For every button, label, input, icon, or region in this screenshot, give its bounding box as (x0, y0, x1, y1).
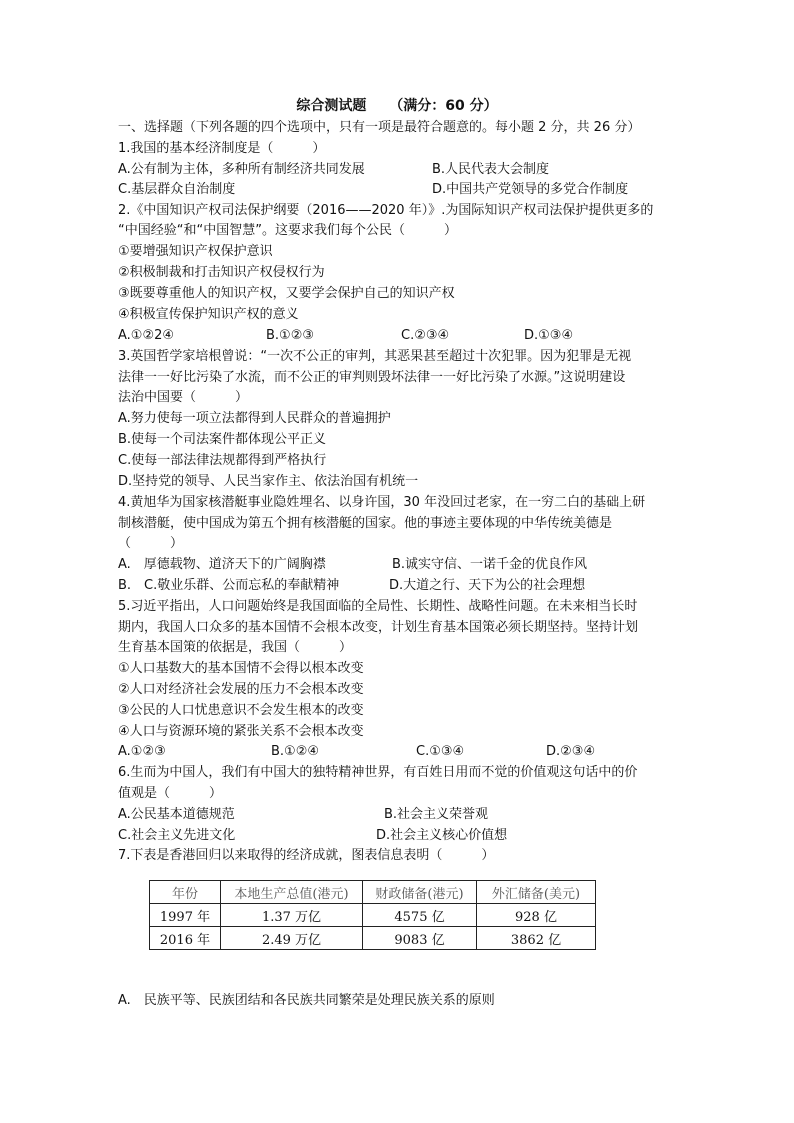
q3-option-b: B.使每一个司法案件都体现公平正义 (118, 432, 327, 447)
q3-option-a: A.努力使每一项立法都得到人民群众的普遍拥护 (118, 411, 391, 426)
table-cell: 928 亿 (477, 904, 596, 927)
q1-option-a: A.公有制为主体，多种所有制经济共同发展 (118, 162, 365, 177)
title-text: 综合测试题 (296, 98, 367, 114)
q1-option-c: C.基层群众自治制度 (118, 182, 236, 197)
q2-option-c: C.②③④ (401, 328, 450, 343)
score-text: （满分：60 分） (389, 98, 498, 114)
q5-option-b: B.①②④ (271, 744, 320, 759)
q1-option-b: B.人民代表大会制度 (432, 162, 550, 177)
table-cell: 3862 亿 (477, 927, 596, 950)
q5-statement-3: ③公民的人口忧患意识不会发生根本的改变 (118, 703, 364, 718)
q3-option-d: D.坚持党的领导、人民当家作主、依法治国有机统一 (118, 474, 419, 489)
table-cell: 2.49 万亿 (221, 927, 363, 950)
table-row (150, 927, 596, 950)
q2-stem-2: “中国经验“和“中国智慧”。这要求我们每个公民（ ） (118, 223, 457, 238)
table-header-row (150, 881, 596, 904)
q1-stem: 1.我国的基本经济制度是（ ） (118, 141, 326, 156)
q4-stem-2: 制核潜艇，使中国成为第五个拥有核潜艇的国家。他的事迹主要体现的中华传统美德是 (118, 516, 613, 531)
q5-stem-1: 5.习近平指出，人口问题始终是我国面临的全局性、长期性、战略性问题。在未来相当长时 (118, 599, 638, 614)
q3-stem-1: 3.英国哲学家培根曾说：“一次不公正的审判，其恶果甚至超过十次犯罪。因为犯罪是无视 (118, 349, 632, 364)
q2-statement-4: ④积极宣传保护知识产权的意义 (118, 307, 299, 322)
q6-stem-2: 值观是（ ） (118, 786, 223, 801)
table-header-cell: 本地生产总值(港元) (221, 881, 363, 904)
table-cell: 4575 亿 (363, 904, 477, 927)
table-header-cell: 年份 (150, 881, 221, 904)
q4-option-c: B. C.敬业乐群、公而忘私的奉献精神 (118, 578, 340, 593)
table-header-cell: 财政储备(港元) (363, 881, 477, 904)
q4-option-d: D.大道之行、天下为公的社会理想 (389, 578, 586, 593)
q2-option-a: A.①②2④ (118, 328, 175, 343)
q6-option-d: D.社会主义核心价值想 (376, 828, 508, 843)
q5-statement-2: ②人口对经济社会发展的压力不会根本改变 (118, 682, 364, 697)
table-cell: 2016 年 (150, 927, 221, 950)
table-cell: 9083 亿 (363, 927, 477, 950)
q4-stem-1: 4.黄旭华为国家核潜艇事业隐姓埋名、以身许国，30 年没回过老家，在一穷二白的基础上研 (118, 495, 646, 510)
q5-statement-4: ④人口与资源环境的紧张关系不会根本改变 (118, 724, 364, 739)
q6-option-b: B.社会主义荣誉观 (384, 807, 489, 822)
q5-option-d: D.②③④ (546, 744, 596, 759)
q7-option-a: A. 民族平等、民族团结和各民族共同繁荣是处理民族关系的原则 (118, 993, 495, 1008)
q3-option-c: C.使每一部法律法规都得到严格执行 (118, 453, 327, 468)
table-header-cell: 外汇储备(美元) (477, 881, 596, 904)
q5-stem-2: 期内，我国人口众多的基本国情不会根本改变，计划生育基本国策必须长期坚持。坚持计划 (118, 620, 639, 635)
table-cell: 1.37 万亿 (221, 904, 363, 927)
q4-stem-3: （ ） (118, 536, 184, 551)
page-title (0, 96, 794, 116)
q5-statement-1: ①人口基数大的基本国情不会得以根本改变 (118, 661, 364, 676)
table-row (150, 904, 596, 927)
q5-option-c: C.①③④ (416, 744, 465, 759)
q2-statement-3: ③既要尊重他人的知识产权，又要学会保护自己的知识产权 (118, 286, 455, 301)
q3-stem-2: 法律一一好比污染了水流，而不公正的审判则毁坏法律一一好比污染了水源。”这说明建设 (118, 370, 626, 385)
q2-option-b: B.①②③ (266, 328, 315, 343)
q6-option-a: A.公民基本道德规范 (118, 807, 235, 822)
q3-stem-3: 法治中国要（ ） (118, 390, 249, 405)
q4-option-a: A. 厚德载物、道济天下的广阔胸襟 (118, 557, 326, 572)
q7-stem: 7.下表是香港回归以来取得的经济成就，图表信息表明（ ） (118, 848, 495, 863)
q2-statement-1: ①要增强知识产权保护意识 (118, 244, 273, 259)
section-heading: 一、选择题（下列各题的四个选项中，只有一项是最符合题意的。每小题 2 分，共 26 分） (118, 120, 641, 135)
q1-option-d: D.中国共产党领导的多党合作制度 (432, 182, 629, 197)
q4-option-b: B.诚实守信、一诺千金的优良作风 (392, 557, 588, 572)
q5-stem-3: 生育基本国策的依据是，我国（ ） (118, 640, 353, 655)
hk-economy-table (149, 880, 596, 950)
table-cell: 1997 年 (150, 904, 221, 927)
q5-option-a: A.①②③ (118, 744, 166, 759)
q6-stem-1: 6.生而为中国人，我们有中国大的独特精神世界，有百姓日用而不觉的价值观这句话中的价 (118, 765, 638, 780)
q2-statement-2: ②积极制裁和打击知识产权侵权行为 (118, 265, 325, 280)
q2-option-d: D.①③④ (524, 328, 574, 343)
q2-stem-1: 2.《中国知识产权司法保护纲要（2016——2020 年）》.为国际知识产权司法保护提供更多的 (118, 203, 654, 218)
q6-option-c: C.社会主义先进文化 (118, 828, 236, 843)
